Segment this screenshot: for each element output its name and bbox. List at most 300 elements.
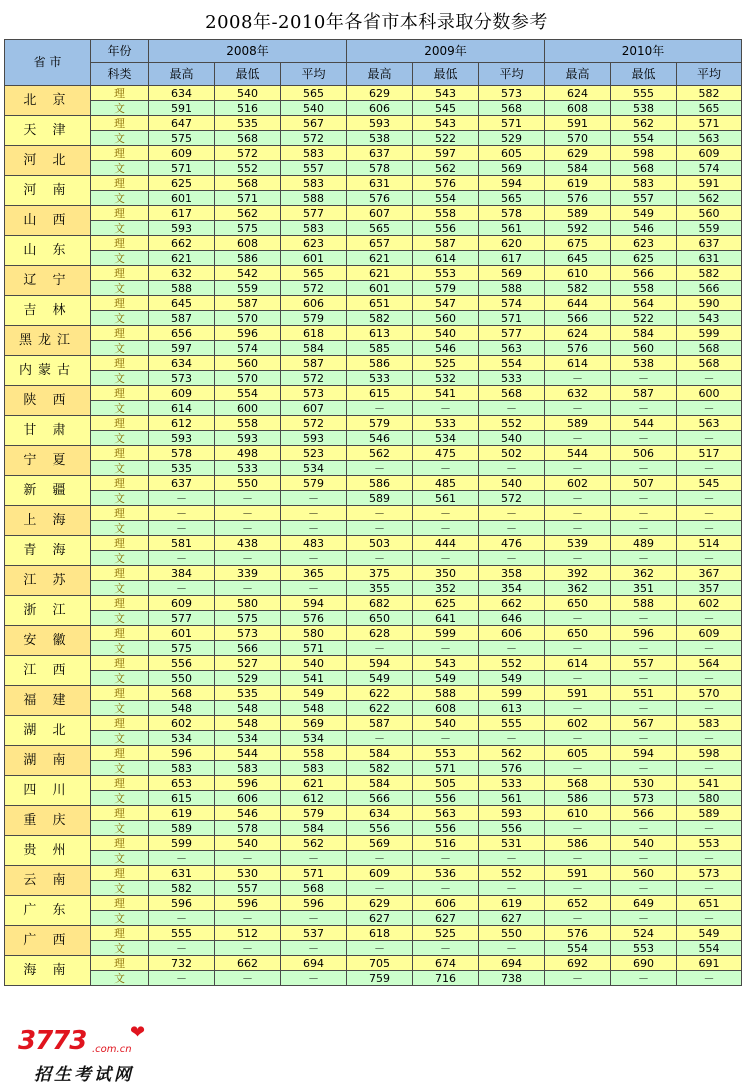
score-cell: 631 [677, 251, 742, 266]
province-name: 湖 南 [5, 746, 91, 776]
score-cell: 593 [215, 431, 281, 446]
score-cell: 632 [545, 386, 611, 401]
score-cell: 352 [413, 581, 479, 596]
score-cell: 574 [479, 296, 545, 311]
score-cell: 533 [215, 461, 281, 476]
score-cell: 561 [479, 221, 545, 236]
score-cell: － [413, 401, 479, 416]
score-cell: 607 [347, 206, 413, 221]
score-cell: － [149, 911, 215, 926]
score-cell: 594 [611, 746, 677, 761]
kind-label: 文 [91, 731, 149, 746]
score-cell: 612 [149, 416, 215, 431]
table-row [5, 761, 742, 776]
kind-label: 文 [91, 401, 149, 416]
province-name: 贵 州 [5, 836, 91, 866]
table-row [5, 686, 742, 701]
kind-label: 理 [91, 506, 149, 521]
province-name: 浙 江 [5, 596, 91, 626]
score-cell: － [149, 851, 215, 866]
table-row [5, 641, 742, 656]
score-cell: 606 [479, 626, 545, 641]
score-cell: 563 [677, 131, 742, 146]
score-cell: 562 [281, 836, 347, 851]
table-row [5, 536, 742, 551]
score-cell: 557 [215, 881, 281, 896]
header-min: 最低 [215, 63, 281, 86]
score-cell: 582 [347, 311, 413, 326]
score-cell: 550 [479, 926, 545, 941]
score-cell: 600 [215, 401, 281, 416]
score-cell: － [611, 431, 677, 446]
score-cell: － [347, 506, 413, 521]
score-cell: 566 [215, 641, 281, 656]
score-cell: 563 [677, 416, 742, 431]
score-cell: － [347, 731, 413, 746]
score-cell: 483 [281, 536, 347, 551]
score-cell: 524 [611, 926, 677, 941]
score-cell: 584 [347, 776, 413, 791]
header-kind-label: 科类 [91, 63, 149, 86]
score-cell: 623 [281, 236, 347, 251]
score-cell: － [677, 821, 742, 836]
kind-label: 文 [91, 191, 149, 206]
score-cell: 651 [347, 296, 413, 311]
score-cell: － [545, 521, 611, 536]
score-cell: 637 [149, 476, 215, 491]
score-cell: 541 [281, 671, 347, 686]
province-name: 河 北 [5, 146, 91, 176]
kind-label: 理 [91, 656, 149, 671]
score-cell: 539 [545, 536, 611, 551]
score-cell: － [413, 941, 479, 956]
score-cell: － [149, 581, 215, 596]
score-cell: － [545, 731, 611, 746]
kind-label: 文 [91, 581, 149, 596]
table-row [5, 671, 742, 686]
score-cell: 558 [215, 416, 281, 431]
score-cell: 562 [215, 206, 281, 221]
score-cell: 571 [479, 116, 545, 131]
score-cell: － [611, 701, 677, 716]
score-cell: 634 [149, 356, 215, 371]
table-row [5, 206, 742, 221]
score-cell: 584 [611, 326, 677, 341]
score-cell: 534 [149, 731, 215, 746]
score-cell: 576 [479, 761, 545, 776]
score-cell: 608 [413, 701, 479, 716]
score-cell: 512 [215, 926, 281, 941]
score-cell: － [545, 851, 611, 866]
table-row [5, 551, 742, 566]
score-cell: 609 [347, 866, 413, 881]
score-cell: 556 [479, 821, 545, 836]
score-cell: 577 [281, 206, 347, 221]
score-cell: 561 [479, 791, 545, 806]
score-cell: 552 [479, 656, 545, 671]
score-cell: － [347, 401, 413, 416]
table-row [5, 161, 742, 176]
score-cell: 562 [611, 116, 677, 131]
score-table [4, 39, 742, 986]
table-row [5, 836, 742, 851]
score-cell: 568 [479, 386, 545, 401]
kind-label: 文 [91, 551, 149, 566]
kind-label: 文 [91, 251, 149, 266]
score-cell: 586 [347, 356, 413, 371]
score-cell: 578 [347, 161, 413, 176]
score-cell: 562 [479, 746, 545, 761]
score-cell: － [545, 551, 611, 566]
score-cell: 651 [677, 896, 742, 911]
score-cell: 585 [347, 341, 413, 356]
score-cell: 554 [215, 386, 281, 401]
kind-label: 理 [91, 626, 149, 641]
score-cell: 572 [281, 131, 347, 146]
score-cell: 572 [479, 491, 545, 506]
watermark-number: 3773 [18, 1026, 87, 1056]
score-cell: 601 [149, 626, 215, 641]
score-cell: 556 [149, 656, 215, 671]
kind-label: 文 [91, 161, 149, 176]
score-cell: － [545, 506, 611, 521]
score-cell: 610 [545, 266, 611, 281]
score-cell: 549 [347, 671, 413, 686]
score-cell: 384 [149, 566, 215, 581]
score-cell: 570 [215, 311, 281, 326]
score-cell: 558 [281, 746, 347, 761]
score-cell: 530 [611, 776, 677, 791]
score-cell: 553 [677, 836, 742, 851]
score-cell: 580 [281, 626, 347, 641]
score-cell: 627 [479, 911, 545, 926]
score-cell: 627 [413, 911, 479, 926]
province-name: 辽 宁 [5, 266, 91, 296]
score-cell: 629 [347, 86, 413, 101]
score-cell: 549 [611, 206, 677, 221]
score-cell: － [677, 401, 742, 416]
province-name: 四 川 [5, 776, 91, 806]
table-row [5, 701, 742, 716]
score-cell: 534 [281, 731, 347, 746]
score-cell: 662 [215, 956, 281, 971]
score-cell: 617 [479, 251, 545, 266]
score-cell: 613 [347, 326, 413, 341]
province-name: 吉 林 [5, 296, 91, 326]
score-cell: 534 [215, 731, 281, 746]
score-cell: 559 [215, 281, 281, 296]
table-row [5, 446, 742, 461]
score-cell: － [545, 881, 611, 896]
province-name: 湖 北 [5, 716, 91, 746]
table-row [5, 326, 742, 341]
score-cell: 609 [677, 626, 742, 641]
score-cell: 565 [479, 191, 545, 206]
score-cell: 549 [413, 671, 479, 686]
table-row [5, 881, 742, 896]
score-cell: 646 [479, 611, 545, 626]
score-cell: 572 [281, 281, 347, 296]
score-cell: － [347, 941, 413, 956]
score-cell: 584 [545, 161, 611, 176]
score-cell: 550 [215, 476, 281, 491]
score-cell: 656 [149, 326, 215, 341]
kind-label: 文 [91, 671, 149, 686]
score-cell: 568 [149, 686, 215, 701]
score-cell: 614 [545, 356, 611, 371]
score-cell: 601 [347, 281, 413, 296]
score-cell: 560 [677, 206, 742, 221]
score-cell: 543 [413, 656, 479, 671]
table-row [5, 731, 742, 746]
score-cell: － [677, 671, 742, 686]
score-cell: － [611, 641, 677, 656]
table-row [5, 566, 742, 581]
province-name: 河 南 [5, 176, 91, 206]
kind-label: 理 [91, 206, 149, 221]
score-cell: 565 [677, 101, 742, 116]
score-cell: － [215, 551, 281, 566]
table-row [5, 281, 742, 296]
score-cell: 354 [479, 581, 545, 596]
score-cell: 572 [215, 146, 281, 161]
score-cell: 560 [413, 311, 479, 326]
score-cell: 570 [545, 131, 611, 146]
score-cell: 546 [413, 341, 479, 356]
table-row [5, 956, 742, 971]
score-cell: 552 [215, 161, 281, 176]
score-cell: － [545, 671, 611, 686]
score-cell: 538 [347, 131, 413, 146]
score-cell: 541 [677, 776, 742, 791]
score-cell: 608 [545, 101, 611, 116]
score-cell: 579 [413, 281, 479, 296]
score-cell: 576 [413, 176, 479, 191]
score-cell: 589 [545, 416, 611, 431]
score-cell: 579 [281, 806, 347, 821]
kind-label: 理 [91, 116, 149, 131]
score-cell: 570 [215, 371, 281, 386]
score-cell: 609 [149, 596, 215, 611]
score-cell: 516 [215, 101, 281, 116]
score-cell: 548 [281, 701, 347, 716]
score-cell: 392 [545, 566, 611, 581]
kind-label: 文 [91, 491, 149, 506]
score-cell: 570 [677, 686, 742, 701]
score-cell: 553 [611, 941, 677, 956]
province-name: 上 海 [5, 506, 91, 536]
score-cell: 562 [413, 161, 479, 176]
score-cell: 362 [545, 581, 611, 596]
score-cell: 614 [149, 401, 215, 416]
score-cell: 568 [677, 356, 742, 371]
score-cell: － [545, 401, 611, 416]
score-cell: 516 [413, 836, 479, 851]
score-cell: 691 [677, 956, 742, 971]
score-cell: － [677, 611, 742, 626]
score-cell: 645 [149, 296, 215, 311]
score-cell: 540 [281, 101, 347, 116]
score-cell: － [545, 641, 611, 656]
score-cell: 576 [545, 341, 611, 356]
table-row [5, 386, 742, 401]
score-cell: － [611, 971, 677, 986]
table-row [5, 296, 742, 311]
score-cell: 554 [677, 941, 742, 956]
score-cell: 637 [347, 146, 413, 161]
score-cell: 548 [215, 701, 281, 716]
score-cell: 575 [215, 611, 281, 626]
header-province: 省 市 [5, 40, 91, 86]
score-cell: 594 [281, 596, 347, 611]
score-cell: 566 [677, 281, 742, 296]
province-name: 山 东 [5, 236, 91, 266]
score-cell: － [413, 851, 479, 866]
table-row [5, 626, 742, 641]
score-cell: 560 [611, 866, 677, 881]
province-name: 山 西 [5, 206, 91, 236]
score-cell: 662 [149, 236, 215, 251]
kind-label: 理 [91, 596, 149, 611]
kind-label: 理 [91, 686, 149, 701]
score-cell: 589 [545, 206, 611, 221]
score-cell: 586 [215, 251, 281, 266]
score-cell: 606 [281, 296, 347, 311]
score-cell: － [215, 581, 281, 596]
score-cell: 600 [677, 386, 742, 401]
table-row [5, 941, 742, 956]
table-row [5, 86, 742, 101]
score-cell: 568 [611, 161, 677, 176]
kind-label: 理 [91, 956, 149, 971]
score-cell: 596 [215, 776, 281, 791]
score-cell: 649 [611, 896, 677, 911]
score-cell: － [347, 551, 413, 566]
score-cell: 579 [281, 476, 347, 491]
score-cell: 606 [347, 101, 413, 116]
score-cell: 576 [347, 191, 413, 206]
score-cell: 571 [677, 116, 742, 131]
kind-label: 理 [91, 566, 149, 581]
score-cell: 621 [347, 251, 413, 266]
score-cell: 582 [677, 266, 742, 281]
score-cell: 498 [215, 446, 281, 461]
score-cell: 582 [149, 881, 215, 896]
score-cell: 549 [677, 926, 742, 941]
score-cell: 573 [479, 86, 545, 101]
score-cell: － [479, 731, 545, 746]
table-row [5, 176, 742, 191]
score-cell: － [611, 881, 677, 896]
kind-label: 理 [91, 836, 149, 851]
score-cell: 589 [347, 491, 413, 506]
kind-label: 文 [91, 881, 149, 896]
kind-label: 文 [91, 941, 149, 956]
kind-label: 理 [91, 86, 149, 101]
score-cell: － [215, 506, 281, 521]
kind-label: 文 [91, 221, 149, 236]
score-cell: 586 [545, 836, 611, 851]
score-cell: 525 [413, 926, 479, 941]
score-cell: 590 [677, 296, 742, 311]
score-cell: 576 [545, 191, 611, 206]
score-cell: 598 [677, 746, 742, 761]
score-cell: 535 [215, 116, 281, 131]
score-cell: 631 [347, 176, 413, 191]
score-cell: － [611, 551, 677, 566]
score-cell: 596 [149, 746, 215, 761]
score-cell: 580 [215, 596, 281, 611]
score-cell: － [413, 551, 479, 566]
score-cell: 538 [611, 356, 677, 371]
score-cell: 576 [281, 611, 347, 626]
table-row [5, 266, 742, 281]
score-cell: 560 [611, 341, 677, 356]
score-cell: 544 [611, 416, 677, 431]
header-year-2010: 2010年 [545, 40, 742, 63]
score-cell: 552 [479, 416, 545, 431]
header-min: 最低 [611, 63, 677, 86]
score-cell: 578 [479, 206, 545, 221]
score-cell: － [347, 641, 413, 656]
score-cell: － [545, 971, 611, 986]
score-cell: 544 [545, 446, 611, 461]
score-cell: 554 [611, 131, 677, 146]
kind-label: 理 [91, 176, 149, 191]
header-year-2008: 2008年 [149, 40, 347, 63]
score-cell: 629 [545, 146, 611, 161]
score-cell: 540 [215, 836, 281, 851]
table-row [5, 401, 742, 416]
score-cell: － [677, 911, 742, 926]
score-cell: 571 [281, 641, 347, 656]
score-cell: 599 [677, 326, 742, 341]
score-cell: 632 [149, 266, 215, 281]
score-cell: － [677, 731, 742, 746]
score-cell: 682 [347, 596, 413, 611]
score-cell: 556 [413, 791, 479, 806]
score-cell: 542 [215, 266, 281, 281]
score-cell: 532 [413, 371, 479, 386]
score-cell: － [545, 911, 611, 926]
score-cell: 533 [347, 371, 413, 386]
score-cell: － [347, 881, 413, 896]
score-cell: 502 [479, 446, 545, 461]
province-name: 宁 夏 [5, 446, 91, 476]
table-row [5, 911, 742, 926]
page-title: 2008年-2010年各省市本科录取分数参考 [205, 12, 548, 33]
score-cell: 602 [545, 476, 611, 491]
score-cell: 540 [413, 326, 479, 341]
score-cell: 575 [215, 221, 281, 236]
score-cell: 650 [545, 596, 611, 611]
score-cell: － [281, 491, 347, 506]
score-cell: 593 [149, 431, 215, 446]
score-cell: 583 [611, 176, 677, 191]
score-cell: 538 [611, 101, 677, 116]
score-cell: 565 [281, 266, 347, 281]
score-cell: 543 [677, 311, 742, 326]
score-cell: 692 [545, 956, 611, 971]
score-cell: 596 [149, 896, 215, 911]
score-cell: 583 [281, 761, 347, 776]
score-cell: 586 [545, 791, 611, 806]
score-cell: 444 [413, 536, 479, 551]
score-cell: 690 [611, 956, 677, 971]
score-cell: 732 [149, 956, 215, 971]
table-row [5, 581, 742, 596]
score-cell: 540 [281, 656, 347, 671]
